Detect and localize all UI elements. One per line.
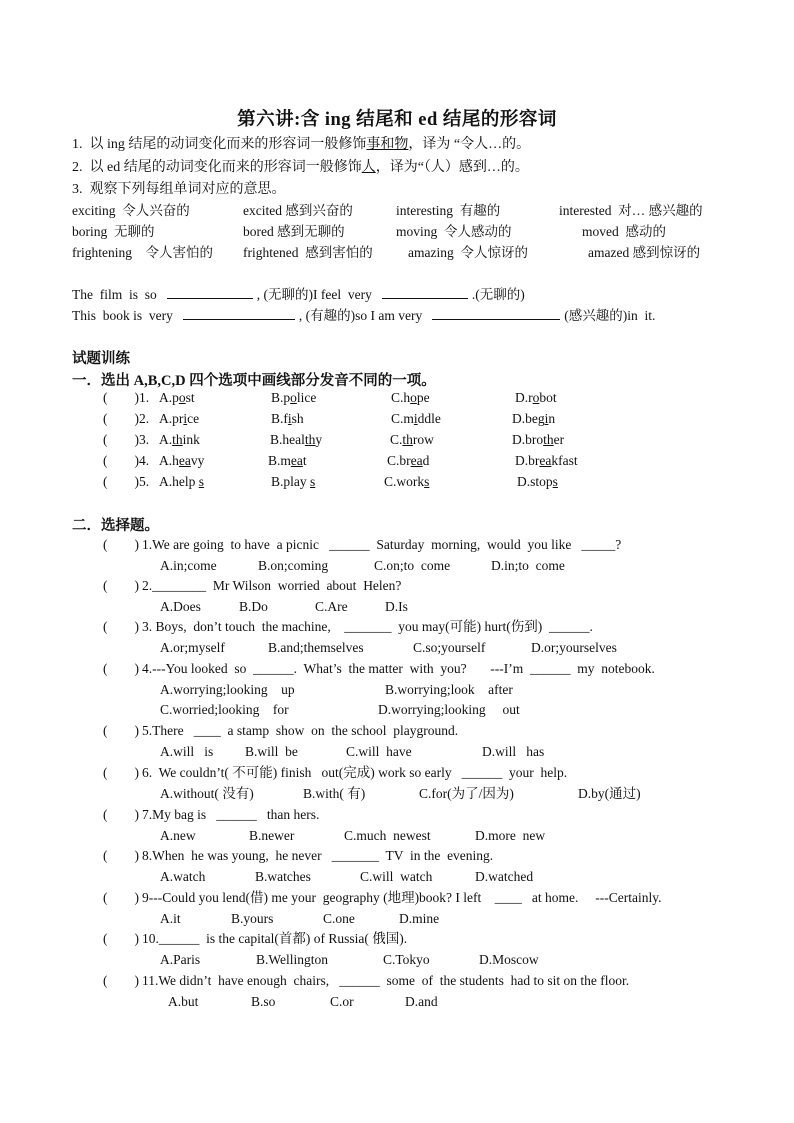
- answer-bracket[interactable]: ( ): [103, 848, 139, 863]
- option[interactable]: B.fish: [271, 411, 304, 426]
- option[interactable]: D.mine: [399, 911, 440, 926]
- option[interactable]: D.and: [405, 994, 438, 1009]
- option[interactable]: B.so: [251, 994, 276, 1009]
- vocab-cell: bored 感到无聊的: [243, 224, 345, 239]
- question-stem: 3. Boys, don’t touch the machine, _______ you may(可能) hurt(伤到) ______.: [142, 619, 593, 634]
- practice-heading: 试题训练: [72, 351, 130, 367]
- option[interactable]: D.begin: [512, 411, 556, 426]
- option[interactable]: B.meat: [268, 453, 307, 468]
- section-heading: 一．选出 A,B,C,D 四个选项中画线部分发音不同的一项。: [72, 373, 436, 389]
- answer-bracket[interactable]: ( )5.: [103, 474, 150, 489]
- vocab-cell: frightening 令人害怕的: [72, 245, 213, 260]
- option[interactable]: D.breakfast: [515, 453, 578, 468]
- option[interactable]: B.worrying;look after: [385, 682, 513, 697]
- option[interactable]: D.Moscow: [479, 952, 539, 967]
- rule-item: 1. 以 ing 结尾的动词变化而来的形容词一般修饰事和物，译为 “令人…的。: [72, 137, 531, 152]
- option[interactable]: C.hope: [391, 390, 430, 405]
- option[interactable]: C.Tokyo: [383, 952, 430, 967]
- option[interactable]: D.will has: [482, 744, 545, 759]
- option[interactable]: B.with( 有): [303, 786, 366, 801]
- vocab-cell: interesting 有趣的: [396, 203, 501, 218]
- answer-bracket[interactable]: ( ): [103, 723, 139, 738]
- answer-blank[interactable]: [183, 307, 295, 320]
- answer-bracket[interactable]: ( ): [103, 931, 139, 946]
- question-stem: 9---Could you lend(借) me your geography (地理)book? I left ____ at home. ---Certainly.: [142, 890, 662, 905]
- option[interactable]: C.will have: [346, 744, 412, 759]
- option[interactable]: B.newer: [249, 828, 295, 843]
- option[interactable]: D.by(通过): [578, 786, 641, 801]
- option[interactable]: A.heavy: [159, 453, 205, 468]
- option[interactable]: D.stops: [517, 474, 558, 489]
- option[interactable]: D.robot: [515, 390, 557, 405]
- option[interactable]: C.on;to come: [374, 558, 451, 573]
- answer-bracket[interactable]: ( )4.: [103, 453, 150, 468]
- vocab-cell: exciting 令人兴奋的: [72, 203, 190, 218]
- option[interactable]: A.Does: [160, 599, 201, 614]
- option[interactable]: A.it: [160, 911, 181, 926]
- option[interactable]: C.Are: [315, 599, 348, 614]
- question-stem: 8.When he was young, he never _______ TV in the evening.: [142, 848, 494, 863]
- option[interactable]: A.without( 没有): [160, 786, 254, 801]
- option[interactable]: B.Do: [239, 599, 268, 614]
- option[interactable]: A.Paris: [160, 952, 201, 967]
- option[interactable]: D.in;to come: [491, 558, 565, 573]
- vocab-cell: amazed 感到惊讶的: [588, 245, 701, 260]
- example-sentence: The film is so , (无聊的)I feel very .(无聊的): [72, 287, 525, 302]
- vocab-cell: moved 感动的: [582, 224, 666, 239]
- page-title: 第六讲:含 ing 结尾和 ed 结尾的形容词: [237, 110, 557, 130]
- option[interactable]: A.price: [159, 411, 200, 426]
- option[interactable]: D.brother: [512, 432, 565, 447]
- option[interactable]: A.will is: [160, 744, 214, 759]
- option[interactable]: B.watches: [255, 869, 311, 884]
- question-stem: 2.________ Mr Wilson worried about Helen?: [142, 578, 402, 593]
- answer-bracket[interactable]: ( ): [103, 890, 139, 905]
- option[interactable]: A.or;myself: [160, 640, 225, 655]
- option[interactable]: B.play s: [271, 474, 316, 489]
- section-heading: 二．选择题。: [72, 518, 159, 534]
- answer-bracket[interactable]: ( ): [103, 973, 139, 988]
- question-stem: 7.My bag is ______ than hers.: [142, 807, 320, 822]
- option[interactable]: C.bread: [387, 453, 430, 468]
- answer-bracket[interactable]: ( ): [103, 807, 139, 822]
- option[interactable]: D.Is: [385, 599, 408, 614]
- option[interactable]: A.in;come: [160, 558, 217, 573]
- answer-bracket[interactable]: ( ): [103, 661, 139, 676]
- answer-blank[interactable]: [432, 307, 560, 320]
- answer-bracket[interactable]: ( ): [103, 578, 139, 593]
- vocab-cell: boring 无聊的: [72, 224, 155, 239]
- option[interactable]: D.worrying;looking out: [378, 702, 520, 717]
- answer-bracket[interactable]: ( )1.: [103, 390, 150, 405]
- option[interactable]: C.for(为了/因为): [419, 786, 514, 801]
- option[interactable]: C.so;yourself: [413, 640, 486, 655]
- option[interactable]: C.worried;looking for: [160, 702, 289, 717]
- option[interactable]: C.will watch: [360, 869, 433, 884]
- question-stem: 11.We didn’t have enough chairs, ______ some of the students had to sit on the floor.: [142, 973, 630, 988]
- rule-item: 2. 以 ed 结尾的动词变化而来的形容词一般修饰人，译为“（人）感到…的。: [72, 160, 529, 175]
- vocab-cell: interested 对… 感兴趣的: [559, 203, 703, 218]
- example-sentence: This book is very , (有趣的)so I am very (感兴趣的)in it.: [72, 308, 656, 323]
- option[interactable]: A.think: [159, 432, 200, 447]
- option[interactable]: C.throw: [390, 432, 434, 447]
- option[interactable]: A.post: [159, 390, 195, 405]
- answer-bracket[interactable]: ( ): [103, 619, 139, 634]
- option[interactable]: A.help s: [159, 474, 205, 489]
- option[interactable]: B.yours: [231, 911, 274, 926]
- option[interactable]: A.new: [160, 828, 196, 843]
- option[interactable]: C.middle: [391, 411, 441, 426]
- option[interactable]: D.or;yourselves: [531, 640, 617, 655]
- vocab-cell: moving 令人感动的: [396, 224, 512, 239]
- answer-blank[interactable]: [167, 286, 253, 299]
- option[interactable]: B.healthy: [270, 432, 323, 447]
- option[interactable]: C.much newest: [344, 828, 431, 843]
- rule-item: 3. 观察下列每组单词对应的意思。: [72, 182, 286, 197]
- option[interactable]: B.police: [271, 390, 317, 405]
- option[interactable]: C.one: [323, 911, 355, 926]
- vocab-cell: excited 感到兴奋的: [243, 203, 353, 218]
- option[interactable]: C.works: [384, 474, 430, 489]
- answer-bracket[interactable]: ( )3.: [103, 432, 150, 447]
- vocab-cell: frightened 感到害怕的: [243, 245, 373, 260]
- question-stem: 10.______ is the capital(首都) of Russia( 俄国).: [142, 931, 408, 946]
- option[interactable]: A.but: [168, 994, 199, 1009]
- question-stem: 6. We couldn’t( 不可能) finish out(完成) work so early ______ your help.: [142, 765, 568, 780]
- answer-bracket[interactable]: ( ): [103, 765, 139, 780]
- option[interactable]: B.will be: [245, 744, 298, 759]
- question-stem: 5.There ____ a stamp show on the school playground.: [142, 723, 459, 738]
- option[interactable]: B.on;coming: [258, 558, 329, 573]
- answer-bracket[interactable]: ( )2.: [103, 411, 150, 426]
- question-stem: 4.---You looked so ______. What’s the matter with you? ---I’m ______ my notebook.: [142, 661, 655, 676]
- option[interactable]: D.watched: [475, 869, 534, 884]
- option[interactable]: A.watch: [160, 869, 206, 884]
- option[interactable]: B.Wellington: [256, 952, 329, 967]
- option[interactable]: D.more new: [475, 828, 546, 843]
- answer-blank[interactable]: [382, 286, 468, 299]
- option[interactable]: A.worrying;looking up: [160, 682, 295, 697]
- vocab-cell: amazing 令人惊讶的: [408, 245, 528, 260]
- option[interactable]: B.and;themselves: [268, 640, 364, 655]
- option[interactable]: C.or: [330, 994, 354, 1009]
- answer-bracket[interactable]: ( ): [103, 537, 139, 552]
- question-stem: 1.We are going to have a picnic ______ Saturday morning, would you like _____?: [142, 537, 622, 552]
